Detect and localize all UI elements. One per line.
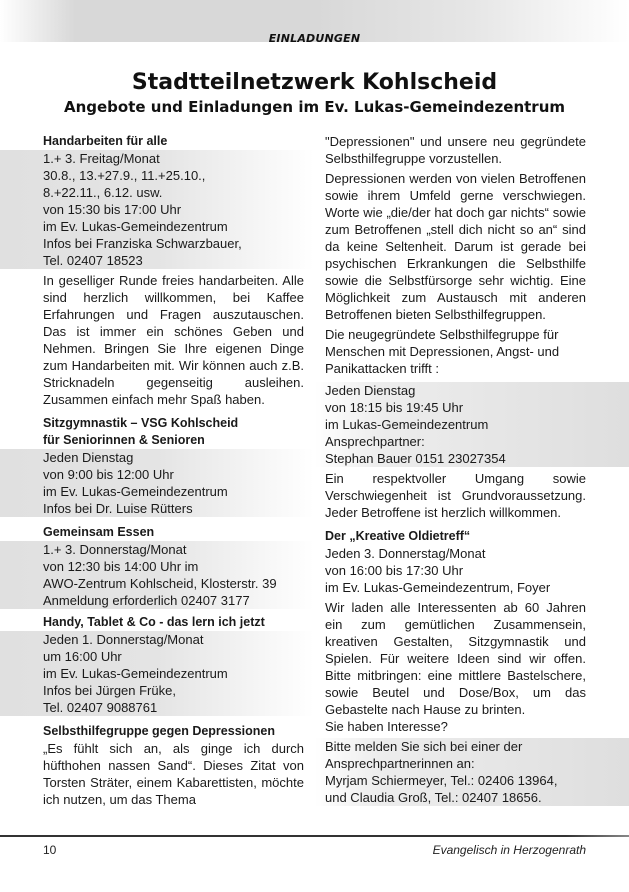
event-description: In geselliger Runde freies handarbeiten. Alle sind herzlich willkommen, bei Kaffee Erfahrungen und Fragen auszutauschen. Das ist immer ein schönes Geben und Nehmen. Bringen Sie Ihre eigenen Dinge zum Handarbeiten mit. Wir können auch z.B. Stricknadeln gegenseitig ausleihen. Zusammen einfach mehr Spaß haben. xyxy=(43,273,304,407)
info-line: Tel. 02407 9088761 xyxy=(43,700,158,715)
info-line: im Lukas-Gemeindezentrum xyxy=(325,417,489,432)
event-oldietreff xyxy=(325,528,586,806)
event-selbsthilfe-continued xyxy=(325,133,586,521)
event-description: Die neugegründete Selbsthilfegruppe für Menschen mit Depressionen, Angst- und Panikattacken trifft : xyxy=(325,327,560,376)
event-description: „Es fühlt sich an, als ginge ich durch hüfthohen nassen Sand“. Dieses Zitat von Torsten Sträter, einem Kabarettisten, möchte ich nutzen, um das Thema xyxy=(43,741,304,807)
info-line: 8.+22.11., 6.12. usw. xyxy=(43,185,163,200)
info-line: im Ev. Lukas-Gemeindezentrum xyxy=(43,219,228,234)
contact-line: und Claudia Groß, Tel.: 02407 18656. xyxy=(325,790,542,805)
event-info-box xyxy=(43,449,304,517)
info-line: Stephan Bauer 0151 23027354 xyxy=(325,451,506,466)
info-line: von 12:30 bis 14:00 Uhr im xyxy=(43,559,199,574)
event-heading: Gemeinsam Essen xyxy=(43,525,155,539)
info-line: um 16:00 Uhr xyxy=(43,649,122,664)
event-handy xyxy=(43,614,304,716)
event-heading: Selbsthilfegruppe gegen Depressionen xyxy=(43,724,275,738)
event-description: "Depressionen" und unsere neu gegründete Selbsthilfegruppe vorzustellen. xyxy=(325,134,586,166)
info-line: Jeden 1. Donnerstag/Monat xyxy=(43,632,204,647)
event-heading: Handarbeiten für alle xyxy=(43,134,168,148)
page-title: Stadtteilnetzwerk Kohlscheid xyxy=(131,70,498,95)
info-line: Anmeldung erforderlich 02407 3177 xyxy=(43,593,250,608)
contact-line: Ansprechpartnerinnen an: xyxy=(325,756,475,771)
section-label: EINLADUNGEN xyxy=(268,32,361,45)
info-line: Infos bei Jürgen Früke, xyxy=(43,683,176,698)
info-line: Tel. 02407 18523 xyxy=(43,253,143,268)
event-description: Ein respektvoller Umgang sowie Verschwiegenheit ist Grundvoraussetzung. Jeder Betroffene ist herzlich willkommen. xyxy=(325,471,586,520)
contact-box xyxy=(325,738,586,806)
info-line: im Ev. Lukas-Gemeindezentrum, Foyer xyxy=(325,580,551,595)
event-info-box xyxy=(43,541,304,609)
event-info-box xyxy=(325,382,586,467)
right-column xyxy=(325,133,586,806)
info-line: Jeden Dienstag xyxy=(325,383,416,398)
info-line: von 9:00 bis 12:00 Uhr xyxy=(43,467,174,482)
info-line: von 18:15 bis 19:45 Uhr xyxy=(325,400,464,415)
info-line: Jeden 3. Donnerstag/Monat xyxy=(325,546,486,561)
info-line: 1.+ 3. Donnerstag/Monat xyxy=(43,542,187,557)
event-description: Wir laden alle Interessenten ab 60 Jahren ein zum gemütlichen Zusammensein, kreativen Gestalten, Sitzgymnastik und Spielen. Für weitere Ideen sind wir offen. Bitte mitbringen: eine mittlere Bastelschere, sowie Beutel und Dose/Box, um das Gebastelte nach Hause zu brinten. xyxy=(325,600,586,717)
footer-divider xyxy=(0,835,629,837)
event-heading: Sitzgymnastik – VSG Kohlscheid xyxy=(43,416,239,430)
event-heading: Der „Kreative Oldietreff“ xyxy=(325,529,471,543)
info-line: im Ev. Lukas-Gemeindezentrum xyxy=(43,484,228,499)
event-info-box xyxy=(43,631,304,716)
event-description: Depressionen werden von vielen Betroffenen sowie ihrem Umfeld gerne verschwiegen. Worte wie „die/der hat doch gar nichts“ sowie zum Betroffenen „stell dich nicht so an“ sind da keine Seltenheit. Darum ist gerade bei psychischen Erkrankungen die Selbsthilfe sowie die Selbstfürsorge sehr wichtig. Eine Möglichkeit zum Austausch mit anderen Betroffenen bieten Selbsthilfegruppen. xyxy=(325,171,586,322)
event-essen xyxy=(43,524,304,609)
contact-line: Bitte melden Sie sich bei einer der xyxy=(325,739,523,754)
info-line: 1.+ 3. Freitag/Monat xyxy=(43,151,160,166)
question-line: Sie haben Interesse? xyxy=(325,719,448,734)
event-subheading: für Seniorinnen & Senioren xyxy=(43,433,205,447)
event-handarbeiten xyxy=(43,133,304,408)
page-number: 10 xyxy=(43,843,57,857)
event-heading: Handy, Tablet & Co - das lern ich jetzt xyxy=(43,615,265,629)
info-line: von 15:30 bis 17:00 Uhr xyxy=(43,202,182,217)
event-selbsthilfe xyxy=(43,723,304,808)
contact-line: Myrjam Schiermeyer, Tel.: 02406 13964, xyxy=(325,773,558,788)
info-line: Ansprechpartner: xyxy=(325,434,425,449)
info-line: Infos bei Dr. Luise Rütters xyxy=(43,501,193,516)
event-sitzgymnastik xyxy=(43,415,304,517)
info-line: im Ev. Lukas-Gemeindezentrum xyxy=(43,666,228,681)
info-line: Jeden Dienstag xyxy=(43,450,134,465)
page-subtitle: Angebote und Einladungen im Ev. Lukas-Gemeindezentrum xyxy=(63,98,566,116)
left-column xyxy=(43,133,304,808)
publication-name: Evangelisch in Herzogenrath xyxy=(432,843,586,857)
event-info-box xyxy=(43,150,304,269)
info-line: AWO-Zentrum Kohlscheid, Klosterstr. 39 xyxy=(43,576,277,591)
info-line: von 16:00 bis 17:30 Uhr xyxy=(325,563,464,578)
info-line: Infos bei Franziska Schwarzbauer, xyxy=(43,236,242,251)
info-line: 30.8., 13.+27.9., 11.+25.10., xyxy=(43,168,206,183)
